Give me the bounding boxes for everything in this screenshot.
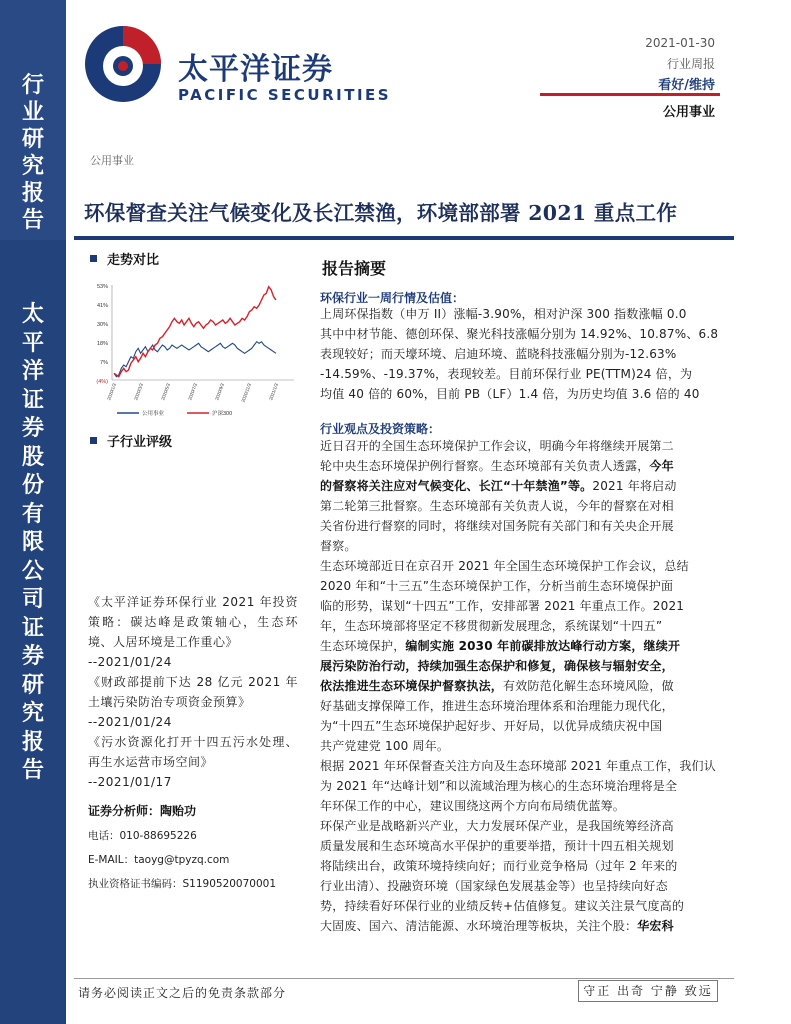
paragraph-line: [320, 596, 720, 616]
paragraph-line: [320, 816, 720, 836]
analyst-email[interactable]: E-MAIL：taoyg@tpyzq.com: [88, 854, 230, 866]
sub-rating-heading: 子行业评级: [90, 431, 172, 450]
line-text: 依法推进生态环境保护督察执法，: [320, 679, 504, 693]
x-tick-label: 2020/3/3: [133, 382, 144, 401]
paragraph-line: [320, 496, 720, 516]
report-type: 行业周报: [666, 57, 715, 71]
analyst-license: 执业资格证书编码：S1190520070001: [88, 878, 277, 890]
y-tick-label: 30%: [96, 322, 108, 328]
line-text: 2020 年和“十三五”生态环境保护工作，分析当前生态环境保护面: [320, 579, 674, 593]
line-text: 督察。: [320, 539, 357, 553]
company-motto: 守正 出奇 宁静 致远: [578, 980, 718, 1002]
paragraph-line: [320, 636, 720, 656]
related-reports: [88, 592, 298, 792]
line-text: 将陆续出台，政策环境持续向好；而行业竞争格局（过年 2 年来的: [320, 859, 678, 873]
x-tick-label: 2020/11/3: [240, 382, 252, 403]
line-text: 共产党建党 100 周年。: [320, 739, 450, 753]
report-date: 2021-01-30: [645, 36, 715, 50]
industry-name: 公用事业: [662, 105, 715, 120]
paragraph-line: [320, 836, 720, 856]
line-text: 轮中央生态环境保护例行督察。生态环境部有关负责人透露，: [320, 459, 650, 473]
series-line-csi300: [114, 287, 276, 377]
y-tick-label: 7%: [100, 360, 108, 366]
logo-icon: [83, 24, 163, 104]
sidebar: [0, 0, 66, 1024]
line-text: 的督察将关注应对气候变化、长江“十年禁渔”等。: [320, 479, 593, 493]
related-report-date: --2021/01/24: [88, 655, 172, 669]
paragraph-line: 均值 40 倍的 60%，目前 PB（LF）1.4 倍，为历史均值 3.6 倍的 40: [320, 387, 700, 401]
brand-name-cn: 太平洋证券: [178, 52, 333, 87]
paragraph-line: [320, 536, 720, 556]
paragraph-line: [320, 776, 720, 796]
related-report-date: --2021/01/24: [88, 715, 172, 729]
strategy-subheading: 行业观点及投资策略：: [320, 422, 441, 436]
line-text: 年，生态环境部将坚定不移贯彻新发展理念，系统谋划“十四五”: [320, 619, 663, 633]
line-text: 临的形势，谋划“十四五”工作，安排部署 2021 年重点工作。2021: [320, 599, 685, 613]
series-line-utilities: [114, 342, 276, 377]
sector-label: 公用事业: [90, 154, 134, 167]
paragraph-line: [320, 436, 720, 456]
weekly-market-subheading: 环保行业一周行情及估值：: [320, 291, 465, 305]
x-tick-label: 2020/7/3: [187, 382, 198, 401]
line-text: 质量发展和生态环境高水平保护的重要举措，预计十四五相关规划: [320, 839, 674, 853]
line-text: 环保产业是战略新兴产业，大力发展环保产业，是我国统筹经济高: [320, 819, 674, 833]
legend-label: 公用事业: [142, 411, 165, 417]
line-text: 近日召开的全国生态环境保护工作会议，明确今年将继续开展第二: [320, 439, 674, 453]
line-text: 行业出清）、投融资环境（国家绿色发展基金等）也呈持续向好态: [320, 879, 668, 893]
trend-chart: [82, 275, 300, 425]
line-text: 第二轮第三批督察。生态环境部有关负责人说，今年的督察在对相: [320, 499, 674, 513]
paragraph-line: [320, 876, 720, 896]
line-text: 展污染防治行动，持续加强生态保护和修复，确保核与辐射安全，: [320, 659, 674, 673]
paragraph-line: [320, 716, 720, 736]
sidebar-report-label: 行 业 研 究 报 告: [21, 72, 44, 233]
legend-label: 沪深300: [212, 411, 233, 417]
line-text: 年环保工作的中心，建议围绕这两个方向布局绩优蓝筹。: [320, 799, 626, 813]
paragraph-line: -14.59%、-19.37%，表现较差。目前环保行业 PE(TTM)24 倍，为: [320, 367, 693, 381]
line-text: 生态环境保护，: [320, 639, 406, 653]
paragraph-line: [320, 916, 720, 936]
line-text: 编制实施 2030 年前碳排放达峰行动方案，继续开: [405, 639, 681, 653]
related-report-title[interactable]: 《财政部提前下达 28 亿元 2021 年土壤污染防治专项资金预算》: [88, 675, 298, 709]
x-tick-label: 2020/9/3: [214, 382, 225, 401]
trend-section-heading: 走势对比: [90, 249, 159, 268]
line-text: 关省份进行督察的同时，将继续对国务院有关部门和有关央企开展: [320, 519, 674, 533]
paragraph-line: [320, 456, 720, 476]
paragraph-line: [320, 736, 720, 756]
paragraph-line: [320, 516, 720, 536]
paragraph-line: 表现较好；而天壕环境、启迪环境、蓝晓科技涨幅分别为-12.63%: [320, 347, 677, 361]
line-text: 2021 年将启动: [592, 479, 677, 493]
page-title: 环保督查关注气候变化及长江禁渔，环境部部署 2021 重点工作: [84, 201, 678, 225]
weekly-market-paragraph: [320, 304, 720, 404]
paragraph-line: [320, 476, 720, 496]
x-tick-label: 2020/5/3: [160, 382, 171, 401]
paragraph-line: [320, 896, 720, 916]
disclaimer-note: 请务必阅读正文之后的免责条款部分: [78, 986, 287, 1000]
sidebar-company-label: 太 平 洋 证 券 股 份 有 限 公 司 证 券 研 究 报 告: [21, 301, 44, 783]
x-tick-label: 2020/1/3: [106, 382, 117, 401]
paragraph-line: [320, 616, 720, 636]
summary-heading: 报告摘要: [322, 259, 387, 278]
paragraph-line: 上周环保指数（申万 II）涨幅-3.90%，相对沪深 300 指数涨幅 0.0: [320, 307, 687, 321]
analyst-name: 证券分析师：陶贻功: [88, 804, 197, 818]
footer-divider: [74, 978, 734, 979]
y-tick-label: 53%: [96, 284, 108, 290]
line-text: 根据 2021 年环保督查关注方向及生态环境部 2021 年重点工作，我们认: [320, 759, 716, 773]
y-tick-label: 18%: [96, 341, 108, 347]
title-divider: [74, 236, 734, 240]
paragraph-line: [320, 756, 720, 776]
line-text: 为“十四五”生态环境保护起好步、开好局，以优异成绩庆祝中国: [320, 719, 663, 733]
bullet-square-icon: [90, 437, 97, 444]
paragraph-line: [320, 856, 720, 876]
analyst-phone: 电话：010-88695226: [88, 830, 197, 842]
related-report-title[interactable]: 《污水资源化打开十四五污水处理、再生水运营市场空间》: [88, 735, 298, 769]
paragraph-line: [320, 576, 720, 596]
line-text: 好基础支撑保障工作，推进生态环境治理体系和治理能力现代化，: [320, 699, 674, 713]
line-text: 大固废、国六、清洁能源、水环境治理等板块，关注个股：: [320, 919, 638, 933]
paragraph-line: [320, 656, 720, 676]
related-report-date: --2021/01/17: [88, 775, 172, 789]
brand-name-en: PACIFIC SECURITIES: [178, 86, 392, 104]
line-text: 今年: [649, 459, 674, 473]
paragraph-line: [320, 556, 720, 576]
line-text: 为 2021 年“达峰计划”和以流域治理为核心的生态环境治理将是全: [320, 779, 678, 793]
bullet-square-icon: [90, 255, 97, 262]
strategy-paragraph: [320, 436, 720, 936]
line-text: 生态环境部近日在京召开 2021 年全国生态环境保护工作会议，总结: [320, 559, 689, 573]
analyst-info: [88, 802, 308, 891]
x-tick-label: 2021/1/3: [268, 382, 279, 401]
line-text: 华宏科: [637, 919, 674, 933]
y-tick-label: 41%: [96, 303, 108, 309]
line-text: 有效防范化解生态环境风险，做: [503, 679, 674, 693]
y-tick-label: (4%): [96, 379, 108, 385]
header-accent-line: [540, 93, 720, 96]
paragraph-line: [320, 796, 720, 816]
related-report-title[interactable]: 《太平洋证券环保行业 2021 年投资策略：碳达峰是政策轴心，生态环境、人居环境是工作重心》: [88, 595, 298, 649]
paragraph-line: [320, 676, 720, 696]
paragraph-line: [320, 696, 720, 716]
industry-rating: 看好/维持: [658, 78, 715, 93]
paragraph-line: 其中中材节能、德创环保、聚光科技涨幅分别为 14.92%、10.87%、6.8: [320, 327, 719, 341]
line-text: 势，持续看好环保行业的业绩反转+估值修复。建议关注景气度高的: [320, 899, 685, 913]
